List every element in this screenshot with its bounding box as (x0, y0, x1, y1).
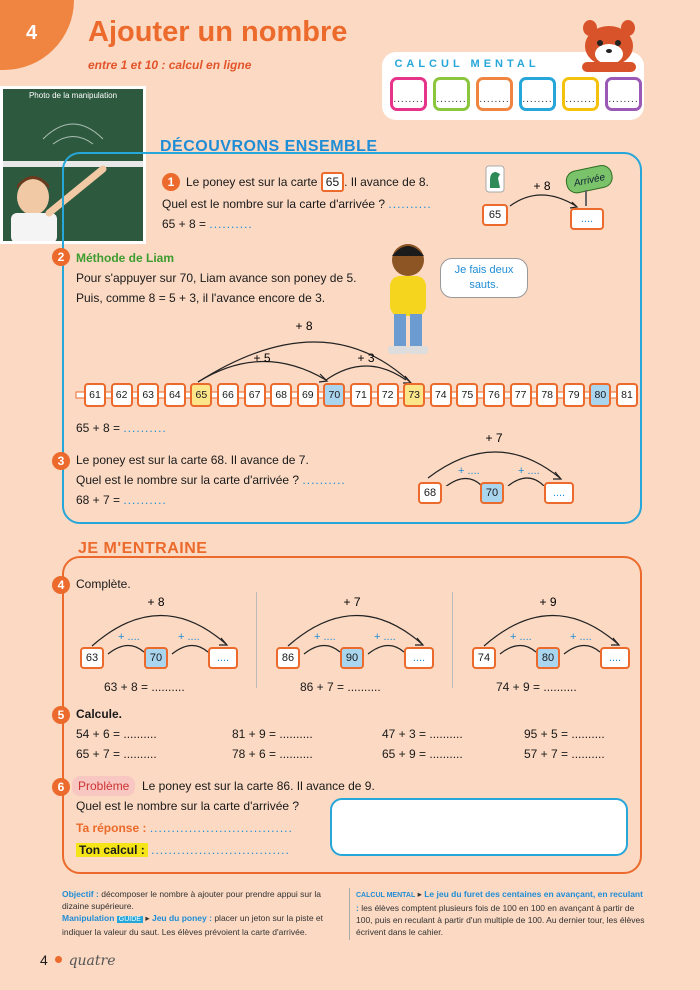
objectif-text: décomposer le nombre à ajouter pour prendre appui sur la dizaine supérieure. (62, 889, 321, 911)
answer-dots[interactable]: .......... (388, 197, 432, 211)
ex1-question: Quel est le nombre sur la carte d'arrivée ? (162, 197, 386, 211)
page-dot (55, 956, 62, 963)
ex4-start-card: 86 (276, 647, 300, 669)
answer-dots[interactable]: .......... (123, 421, 167, 435)
ex4-equation[interactable]: 86 + 7 = .......... (300, 680, 381, 694)
ex3-question: Quel est le nombre sur la carte d'arrivée ? (76, 473, 300, 487)
number-line-card: 75 (456, 383, 478, 407)
section-title-train: JE M'ENTRAINE (78, 540, 208, 557)
ex3-j1: + .... (458, 465, 480, 477)
page-number-digit: 4 (40, 952, 48, 968)
ex4-end-card[interactable]: .... (600, 647, 630, 669)
page-title: Ajouter un nombre (88, 16, 348, 48)
ex2-line2: Puis, comme 8 = 5 + 3, il l'avance encore de 3. (76, 291, 326, 305)
number-line-card: 66 (217, 383, 239, 407)
number-line-card: 65 (190, 383, 212, 407)
ex3-line3 (76, 490, 167, 510)
ex4-total: + 7 (343, 595, 361, 609)
answer-dots[interactable]: .......... (123, 493, 167, 507)
answer-dots[interactable]: ................................. (149, 821, 293, 835)
method-label: Méthode de Liam (76, 251, 175, 265)
ex4-equation[interactable]: 74 + 9 = .......... (496, 680, 577, 694)
cm-text: les élèves comptent plusieurs fois de 100 en 100 en avançant à partir de 100, puis en reculant à partir d'un multiple de 100. Au dernier tour, les élèves écrivent dans le cahier. (356, 903, 645, 937)
arrival-sign: Arrivée (572, 171, 607, 190)
number-line-card: 67 (244, 383, 266, 407)
answer-dots[interactable]: .......... (302, 473, 346, 487)
red-panda-mascot-icon (578, 16, 640, 74)
objectif-label: Objectif : (62, 889, 99, 899)
exercise-number: 3 (52, 452, 70, 470)
ex1-diagram-op: + 8 (533, 179, 551, 193)
ex2-equation: 65 + 8 = (76, 421, 121, 435)
divider (452, 592, 453, 688)
ex1-end-card[interactable]: .... (570, 208, 604, 230)
lesson-number-badge (0, 0, 74, 70)
ex4-j2: + .... (178, 631, 200, 643)
ex6-calc-line (76, 840, 290, 860)
speech-bubble: Je fais deux sauts. (440, 258, 528, 298)
page-number (40, 952, 116, 969)
ex4-mid-card: 80 (536, 647, 560, 669)
calcul-mental-cell[interactable]: ........ (562, 77, 599, 111)
number-line-card: 61 (84, 383, 106, 407)
number-line-card: 69 (297, 383, 319, 407)
cm-footer-label: CALCUL MENTAL (356, 892, 416, 899)
ex2-answer (76, 418, 167, 438)
ex1-card: 65 (321, 172, 344, 192)
teacher-notes-right: CALCUL MENTAL ▸ Le jeu du furet des centaines en avançant, en reculant : les élèves comptent plusieurs fois de 100 en 100 en avançant à partir de 100, puis en reculant à partir d'un multiple de 100. Au dernier tour, les élèves écrivent dans le cahier. (356, 889, 645, 937)
ex4-total: + 9 (539, 595, 557, 609)
number-line-card: 63 (137, 383, 159, 407)
ex4-equation[interactable]: 63 + 8 = .......... (104, 680, 185, 694)
manip-game: Jeu du poney : (151, 913, 212, 923)
calcul-mental-cell[interactable]: ........ (605, 77, 642, 111)
answer-dots[interactable]: .......... (209, 217, 253, 231)
calculation-box[interactable] (330, 798, 628, 856)
ex4-start-card: 74 (472, 647, 496, 669)
ex4-j2: + .... (374, 631, 396, 643)
ex3-start-card: 68 (418, 482, 442, 504)
jump-2-label: + 3 (357, 351, 375, 365)
manip-text: placer un jeton sur la piste et indiquer la valeur du saut. Les élèves prévoient la carte d'arrivée. (62, 913, 324, 937)
number-line-card: 64 (164, 383, 186, 407)
ex4-end-card[interactable]: .... (404, 647, 434, 669)
ex1-step: 8 (418, 175, 426, 189)
page-word: quatre (68, 953, 116, 969)
cm-game: Le jeu du furet des centaines en avançant, en reculant : (356, 889, 643, 913)
number-line-card: 76 (483, 383, 505, 407)
ex3-total: + 7 (485, 431, 503, 445)
ex6-answer-line (76, 818, 293, 838)
number-line-card: 68 (270, 383, 292, 407)
calcul-mental-title: CALCUL MENTAL (394, 58, 540, 70)
ex6-line2: Quel est le nombre sur la carte d'arrivée ? (76, 799, 300, 813)
calcul-mental-cell[interactable]: ........ (476, 77, 513, 111)
number-line-card: 80 (589, 383, 611, 407)
calc-label: Ton calcul : (76, 843, 148, 857)
ex3-diagram-arcs (410, 426, 590, 486)
manip-label: Manipulation (62, 913, 115, 923)
ex4-j2: + .... (570, 631, 592, 643)
ex4-end-card[interactable]: .... (208, 647, 238, 669)
guide-tag: GUIDE (118, 916, 141, 923)
ex4-j1: + .... (118, 631, 140, 643)
ex3-line1: Le poney est sur la carte 68. Il avance de 7. (76, 453, 309, 467)
number-line-card: 77 (510, 383, 532, 407)
exercise-number: 5 (52, 706, 70, 724)
ex1-start-card: 65 (482, 204, 508, 226)
calc-item[interactable]: 57 + 7 = .......... (524, 747, 605, 761)
number-line-card: 62 (111, 383, 133, 407)
ex3-mid-card: 70 (480, 482, 504, 504)
photo-label: Photo de la manipulation (28, 91, 118, 100)
problem-tag: Problème (72, 776, 135, 796)
ex5-label: Calcule. (76, 707, 123, 721)
ex4-start-card: 63 (80, 647, 104, 669)
calc-dots[interactable]: ................................ (151, 843, 290, 857)
calcul-mental-cell[interactable]: ........ (519, 77, 556, 111)
ex3-end-card[interactable]: .... (544, 482, 574, 504)
divider (256, 592, 257, 688)
ex4-total: + 8 (147, 595, 165, 609)
ex1-equation: 65 + 8 = (162, 217, 207, 231)
answer-label: Ta réponse : (76, 821, 147, 835)
teacher-notes-left: Objectif : décomposer le nombre à ajouter pour prendre appui sur la dizaine supérieure. Manipulation GUIDE ▸ Jeu du poney : placer un jeton sur la piste et indiquer la valeur du saut. Les élèves prévoient la carte d'arrivée. (62, 889, 324, 937)
exercise-number: 2 (52, 248, 70, 266)
number-line-card: 70 (323, 383, 345, 407)
ex3-equation: 68 + 7 = (76, 493, 121, 507)
calc-item[interactable]: 95 + 5 = .......... (524, 727, 605, 741)
calc-item[interactable]: 54 + 6 = .......... (76, 727, 157, 741)
ex3-line2 (76, 470, 346, 490)
calc-item[interactable]: 65 + 9 = .......... (382, 747, 463, 761)
ex1-line3 (162, 214, 253, 234)
exercise-number: 6 (52, 778, 70, 796)
exercise-number: 1 (162, 173, 180, 191)
number-line-card: 73 (403, 383, 425, 407)
ex4-mid-card: 90 (340, 647, 364, 669)
footer-divider (349, 888, 350, 940)
lesson-number: 4 (26, 22, 38, 44)
section-title-discover: DÉCOUVRONS ENSEMBLE (160, 138, 378, 155)
calcul-mental-cell[interactable]: ........ (433, 77, 470, 111)
calc-item[interactable]: 65 + 7 = .......... (76, 747, 157, 761)
calc-item[interactable]: 47 + 3 = .......... (382, 727, 463, 741)
ex1-line2 (162, 194, 432, 214)
ex2-line1: Pour s'appuyer sur 70, Liam avance son poney de 5. (76, 271, 357, 285)
calc-item[interactable]: 81 + 9 = .......... (232, 727, 313, 741)
number-line-card: 78 (536, 383, 558, 407)
jump-total-label: + 8 (295, 319, 313, 333)
exercise-number: 4 (52, 576, 70, 594)
ex1-line1: Le poney est sur la carte 65 . Il avance de 8. (186, 172, 429, 192)
calc-item[interactable]: 78 + 6 = .......... (232, 747, 313, 761)
number-line-card: 79 (563, 383, 585, 407)
ex4-j1: + .... (510, 631, 532, 643)
ex1-text-b: . Il avance de (344, 175, 416, 189)
number-line-card: 72 (377, 383, 399, 407)
ex6-line1: Le poney est sur la carte 86. Il avance de 9. (142, 779, 375, 793)
number-line-card: 71 (350, 383, 372, 407)
calcul-mental-cell[interactable]: ........ (390, 77, 427, 111)
ex1-text-a: Le poney est sur la carte (186, 175, 318, 189)
ex4-mid-card: 70 (144, 647, 168, 669)
number-line-card: 74 (430, 383, 452, 407)
ex3-j2: + .... (518, 465, 540, 477)
jump-1-label: + 5 (253, 351, 271, 365)
number-line-card: 81 (616, 383, 638, 407)
ex4-j1: + .... (314, 631, 336, 643)
ex4-label: Complète. (76, 577, 131, 591)
page-subtitle: entre 1 et 10 : calcul en ligne (88, 58, 252, 72)
